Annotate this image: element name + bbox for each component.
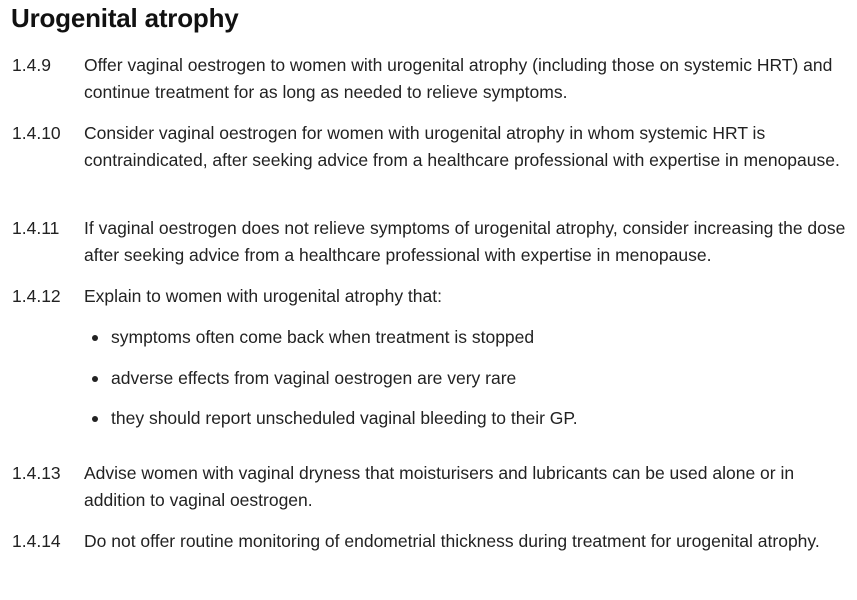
recommendation-number: 1.4.13 xyxy=(12,463,61,483)
recommendation-text: Do not offer routine monitoring of endometrial thickness during treatment for urogenital atrophy. xyxy=(84,531,820,551)
bullet-icon xyxy=(92,376,98,382)
recommendation-text: Consider vaginal oestrogen for women with urogenital atrophy in whom systemic HRT is contraindicated, after seeking advice from a healthcare professional with expertise in menopause. xyxy=(84,123,840,170)
page-title: Urogenital atrophy xyxy=(11,3,239,33)
recommendation-number: 1.4.10 xyxy=(12,123,61,143)
recommendation-number: 1.4.9 xyxy=(12,55,51,75)
bullet-icon xyxy=(92,335,98,341)
recommendation-text: If vaginal oestrogen does not relieve symptoms of urogenital atrophy, consider increasing the dose after seeking advice from a healthcare professional with expertise in menopause. xyxy=(84,218,846,265)
recommendation-text: Advise women with vaginal dryness that moisturisers and lubricants can be used alone or in addition to vaginal oestrogen. xyxy=(84,463,795,510)
bullet-icon xyxy=(92,416,98,422)
recommendation-number: 1.4.12 xyxy=(12,286,61,306)
recommendation-number: 1.4.11 xyxy=(12,218,60,238)
recommendation-text: Explain to women with urogenital atrophy that: xyxy=(84,286,442,306)
list-item-text: adverse effects from vaginal oestrogen are very rare xyxy=(111,368,517,388)
list-item-text: they should report unscheduled vaginal bleeding to their GP. xyxy=(111,408,578,428)
list-item-text: symptoms often come back when treatment is stopped xyxy=(111,327,535,347)
recommendation-number: 1.4.14 xyxy=(12,531,61,551)
recommendation-text: Offer vaginal oestrogen to women with urogenital atrophy (including those on systemic HRT) and continue treatment for as long as needed to relieve symptoms. xyxy=(84,55,833,102)
